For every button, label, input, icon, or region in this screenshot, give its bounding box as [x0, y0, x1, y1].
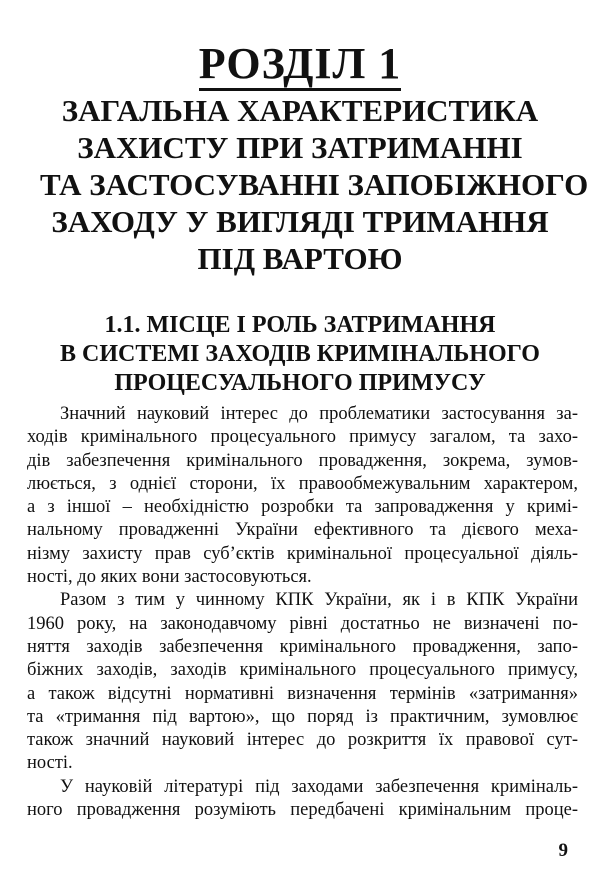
section-title: [40, 311, 560, 398]
text-line: ності, до яких вони застосовуються.: [27, 567, 312, 588]
page-number: 9: [558, 840, 568, 861]
text-line: У науковій літературі під заходами забезпечення криміналь-: [60, 776, 578, 797]
chapter-title: [40, 92, 589, 277]
text-line: а також відсутні нормативні визначення термінів «затримання»: [27, 683, 578, 704]
paragraph-1: [27, 403, 578, 589]
text-line: 1960 року, на законодавчому рівні достатньо не визначені по-: [27, 613, 578, 634]
text-line: люється, з однієї сторони, їх правообмежувальним характером,: [27, 473, 578, 494]
text-line: нізму захисту прав суб’єктів кримінальної процесуальної діяль-: [27, 543, 578, 564]
chapter-label: [0, 38, 600, 90]
chapter-label-text: РОЗДІЛ 1: [199, 39, 402, 91]
text-line: няття заходів забезпечення кримінального провадження, запо-: [27, 636, 578, 657]
section-title-line: В СИСТЕМІ ЗАХОДІВ КРИМІНАЛЬНОГО: [60, 341, 540, 367]
text-line: та «тримання під вартою», що поряд із практичним, зумовлює: [27, 706, 578, 727]
text-line: нальному провадженні України ефективного та дієвого меха-: [27, 520, 578, 541]
chapter-title-line: ЗАХИСТУ ПРИ ЗАТРИМАННІ: [77, 130, 523, 165]
section-title-line: ПРОЦЕСУАЛЬНОГО ПРИМУСУ: [114, 370, 486, 396]
chapter-title-line: ТА ЗАСТОСУВАННІ ЗАПОБІЖНОГО: [40, 167, 589, 202]
section-title-line: 1.1. МІСЦЕ І РОЛЬ ЗАТРИМАННЯ: [104, 312, 496, 338]
text-line: ходів кримінального процесуального примусу загалом, та захо-: [27, 427, 578, 448]
paragraph-2: [27, 589, 578, 775]
text-line: Разом з тим у чинному КПК України, як і в КПК України: [60, 590, 578, 611]
text-line: ного провадження розуміють передбачені кримінальним проце-: [27, 800, 578, 821]
chapter-title-line: ЗАХОДУ У ВИГЛЯДІ ТРИМАННЯ: [51, 204, 549, 239]
text-line: Значний науковий інтерес до проблематики застосування за-: [60, 404, 578, 424]
body-text: [27, 403, 578, 822]
text-line: також значний науковий інтерес до розкриття їх правової сут-: [27, 730, 578, 751]
chapter-title-line: ЗАГАЛЬНА ХАРАКТЕРИСТИКА: [61, 93, 539, 128]
paragraph-3: [27, 776, 578, 823]
chapter-title-line: ПІД ВАРТОЮ: [197, 241, 403, 276]
text-line: ності.: [27, 753, 73, 774]
text-line: біжних заходів, заходів кримінального процесуального примусу,: [27, 660, 578, 681]
text-line: а з іншої – необхідністю розробки та запровадження у кримі-: [27, 497, 578, 518]
text-line: дів забезпечення кримінального провадження, зокрема, зумов-: [27, 450, 578, 471]
